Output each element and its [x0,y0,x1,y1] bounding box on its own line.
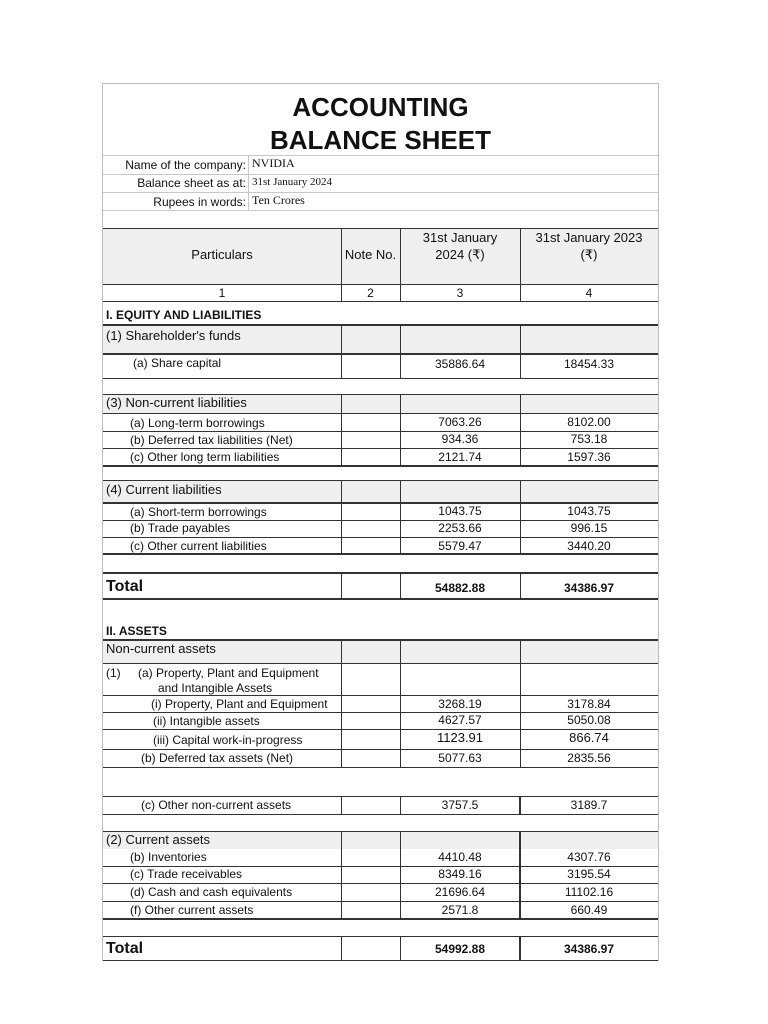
value-2024: 4410.48 [438,850,482,864]
value-2024: 7063.26 [438,415,482,429]
label-capital-work-in-progress: (iii) Capital work-in-progress [153,733,303,747]
divider [248,155,249,210]
rupees-label: Rupees in words: [153,195,246,209]
col-number-4: 4 [585,286,593,300]
divider [103,378,658,379]
label-property-plant-equipment: (i) Property, Plant and Equipment [151,697,328,711]
value-2023: 866.74 [569,730,609,745]
divider [103,767,658,768]
label-deferred-tax-liabilities: (b) Deferred tax liabilities (Net) [130,433,293,447]
value-2023: 11102.16 [564,885,614,899]
divider [103,695,658,696]
divider [341,639,342,767]
label-ppe-line1: (a) Property, Plant and Equipment [138,666,319,680]
header-note-no: Note No. [344,247,397,262]
total-assets-2024: 54992.88 [434,942,486,956]
label-ppe-line2: and Intangible Assets [158,681,273,695]
balance-sheet [102,83,659,961]
header-2023-line2: (₹) [580,247,598,262]
value-2024: 5579.47 [438,539,482,553]
label-intangible-assets: (ii) Intangible assets [153,714,260,728]
total-label: Total [106,578,144,595]
share-capital-2023: 18454.33 [563,357,615,371]
value-2023: 3178.84 [567,697,611,711]
share-capital-2024: 35886.64 [434,357,486,371]
divider [103,537,658,538]
label-cash-and-cash-equivalents: (d) Cash and cash equivalents [130,885,293,899]
company-value: NVIDIA [252,156,295,170]
divider [103,883,658,884]
value-2024: 3757.5 [441,798,479,812]
section-heading-assets: II. ASSETS [106,624,167,638]
value-2023: 1597.36 [567,450,611,464]
value-2023: 8102.00 [567,415,611,429]
value-2024: 5077.63 [438,751,482,765]
value-2024: 3268.19 [438,697,482,711]
divider [103,448,658,449]
divider [341,572,342,600]
header-particulars: Particulars [191,247,253,262]
total-label: Total [106,940,144,957]
label-long-term-borrowings: (a) Long-term borrowings [130,416,265,430]
divider [103,553,658,555]
label-noncurrent-assets: Non-current assets [106,641,216,656]
label-ppe-number: (1) [106,666,121,680]
divider [341,480,342,553]
divider [341,796,342,815]
divider [103,465,658,467]
value-2023: 1043.75 [567,504,611,518]
value-2024: 8349.16 [438,867,482,881]
divider [103,155,658,156]
value-2023: 3189.7 [570,798,608,812]
label-noncurrent-liabilities: (3) Non-current liabilities [106,395,247,410]
header-2024-line1: 31st January [422,230,498,245]
value-2023: 753.18 [570,432,608,446]
divider [341,394,342,465]
value-2024: 21696.64 [434,885,486,899]
divider [341,324,342,379]
value-2023: 3195.54 [567,867,611,881]
value-2024: 1123.91 [436,730,484,745]
divider [103,174,658,175]
col-number-3: 3 [456,286,464,300]
label-other-current-liabilities: (c) Other current liabilities [130,539,267,553]
label-other-long-term-liabilities: (c) Other long term liabilities [130,450,280,464]
rupees-value: Ten Crores [252,193,305,207]
divider [103,918,658,920]
date-label: Balance sheet as at: [137,176,246,190]
title-line-1: ACCOUNTING [292,92,469,122]
label-trade-payables: (b) Trade payables [130,521,231,535]
divider [103,192,658,193]
value-2023: 2835.56 [567,751,611,765]
label-share-capital: (a) Share capital [133,356,222,370]
header-2024-line2: 2024 (₹) [435,247,485,262]
divider [341,936,342,961]
divider [103,749,658,750]
header-2023-line1: 31st January 2023 [535,230,643,245]
total-assets-2023: 34386.97 [563,942,615,956]
col-number-1: 1 [218,286,226,300]
label-other-noncurrent-assets: (c) Other non-current assets [141,798,292,812]
label-other-current-assets: (f) Other current assets [130,903,254,917]
value-2024: 1043.75 [438,504,482,518]
label-current-liabilities: (4) Current liabilities [106,482,222,497]
value-2023: 3440.20 [567,539,611,553]
divider [103,301,658,302]
value-2024: 4627.57 [438,713,482,727]
total-liabilities-2024: 54882.88 [434,581,486,595]
value-2024: 934.36 [441,432,479,446]
col-number-2: 2 [367,286,374,300]
title-line-2: BALANCE SHEET [269,125,491,155]
value-2023: 5050.08 [567,713,611,727]
total-liabilities-2023: 34386.97 [563,581,615,595]
value-2024: 2121.74 [438,450,482,464]
value-2023: 4307.76 [567,850,611,864]
value-2023: 660.49 [570,903,608,917]
divider [103,210,658,211]
value-2024: 2571.8 [441,903,479,917]
label-shareholders-funds: (1) Shareholder's funds [106,328,241,343]
label-inventories: (b) Inventories [130,850,207,864]
label-deferred-tax-assets: (b) Deferred tax assets (Net) [141,751,294,765]
company-label: Name of the company: [125,158,246,172]
label-short-term-borrowings: (a) Short-term borrowings [130,505,267,519]
label-current-assets: (2) Current assets [106,832,211,847]
label-trade-receivables: (c) Trade receivables [130,867,243,881]
value-2024: 2253.66 [438,521,482,535]
section-heading-equity: I. EQUITY AND LIABILITIES [106,308,262,322]
value-2023: 996.15 [570,521,608,535]
divider [103,901,658,902]
divider [341,831,342,919]
date-value: 31st January 2024 [252,176,333,188]
